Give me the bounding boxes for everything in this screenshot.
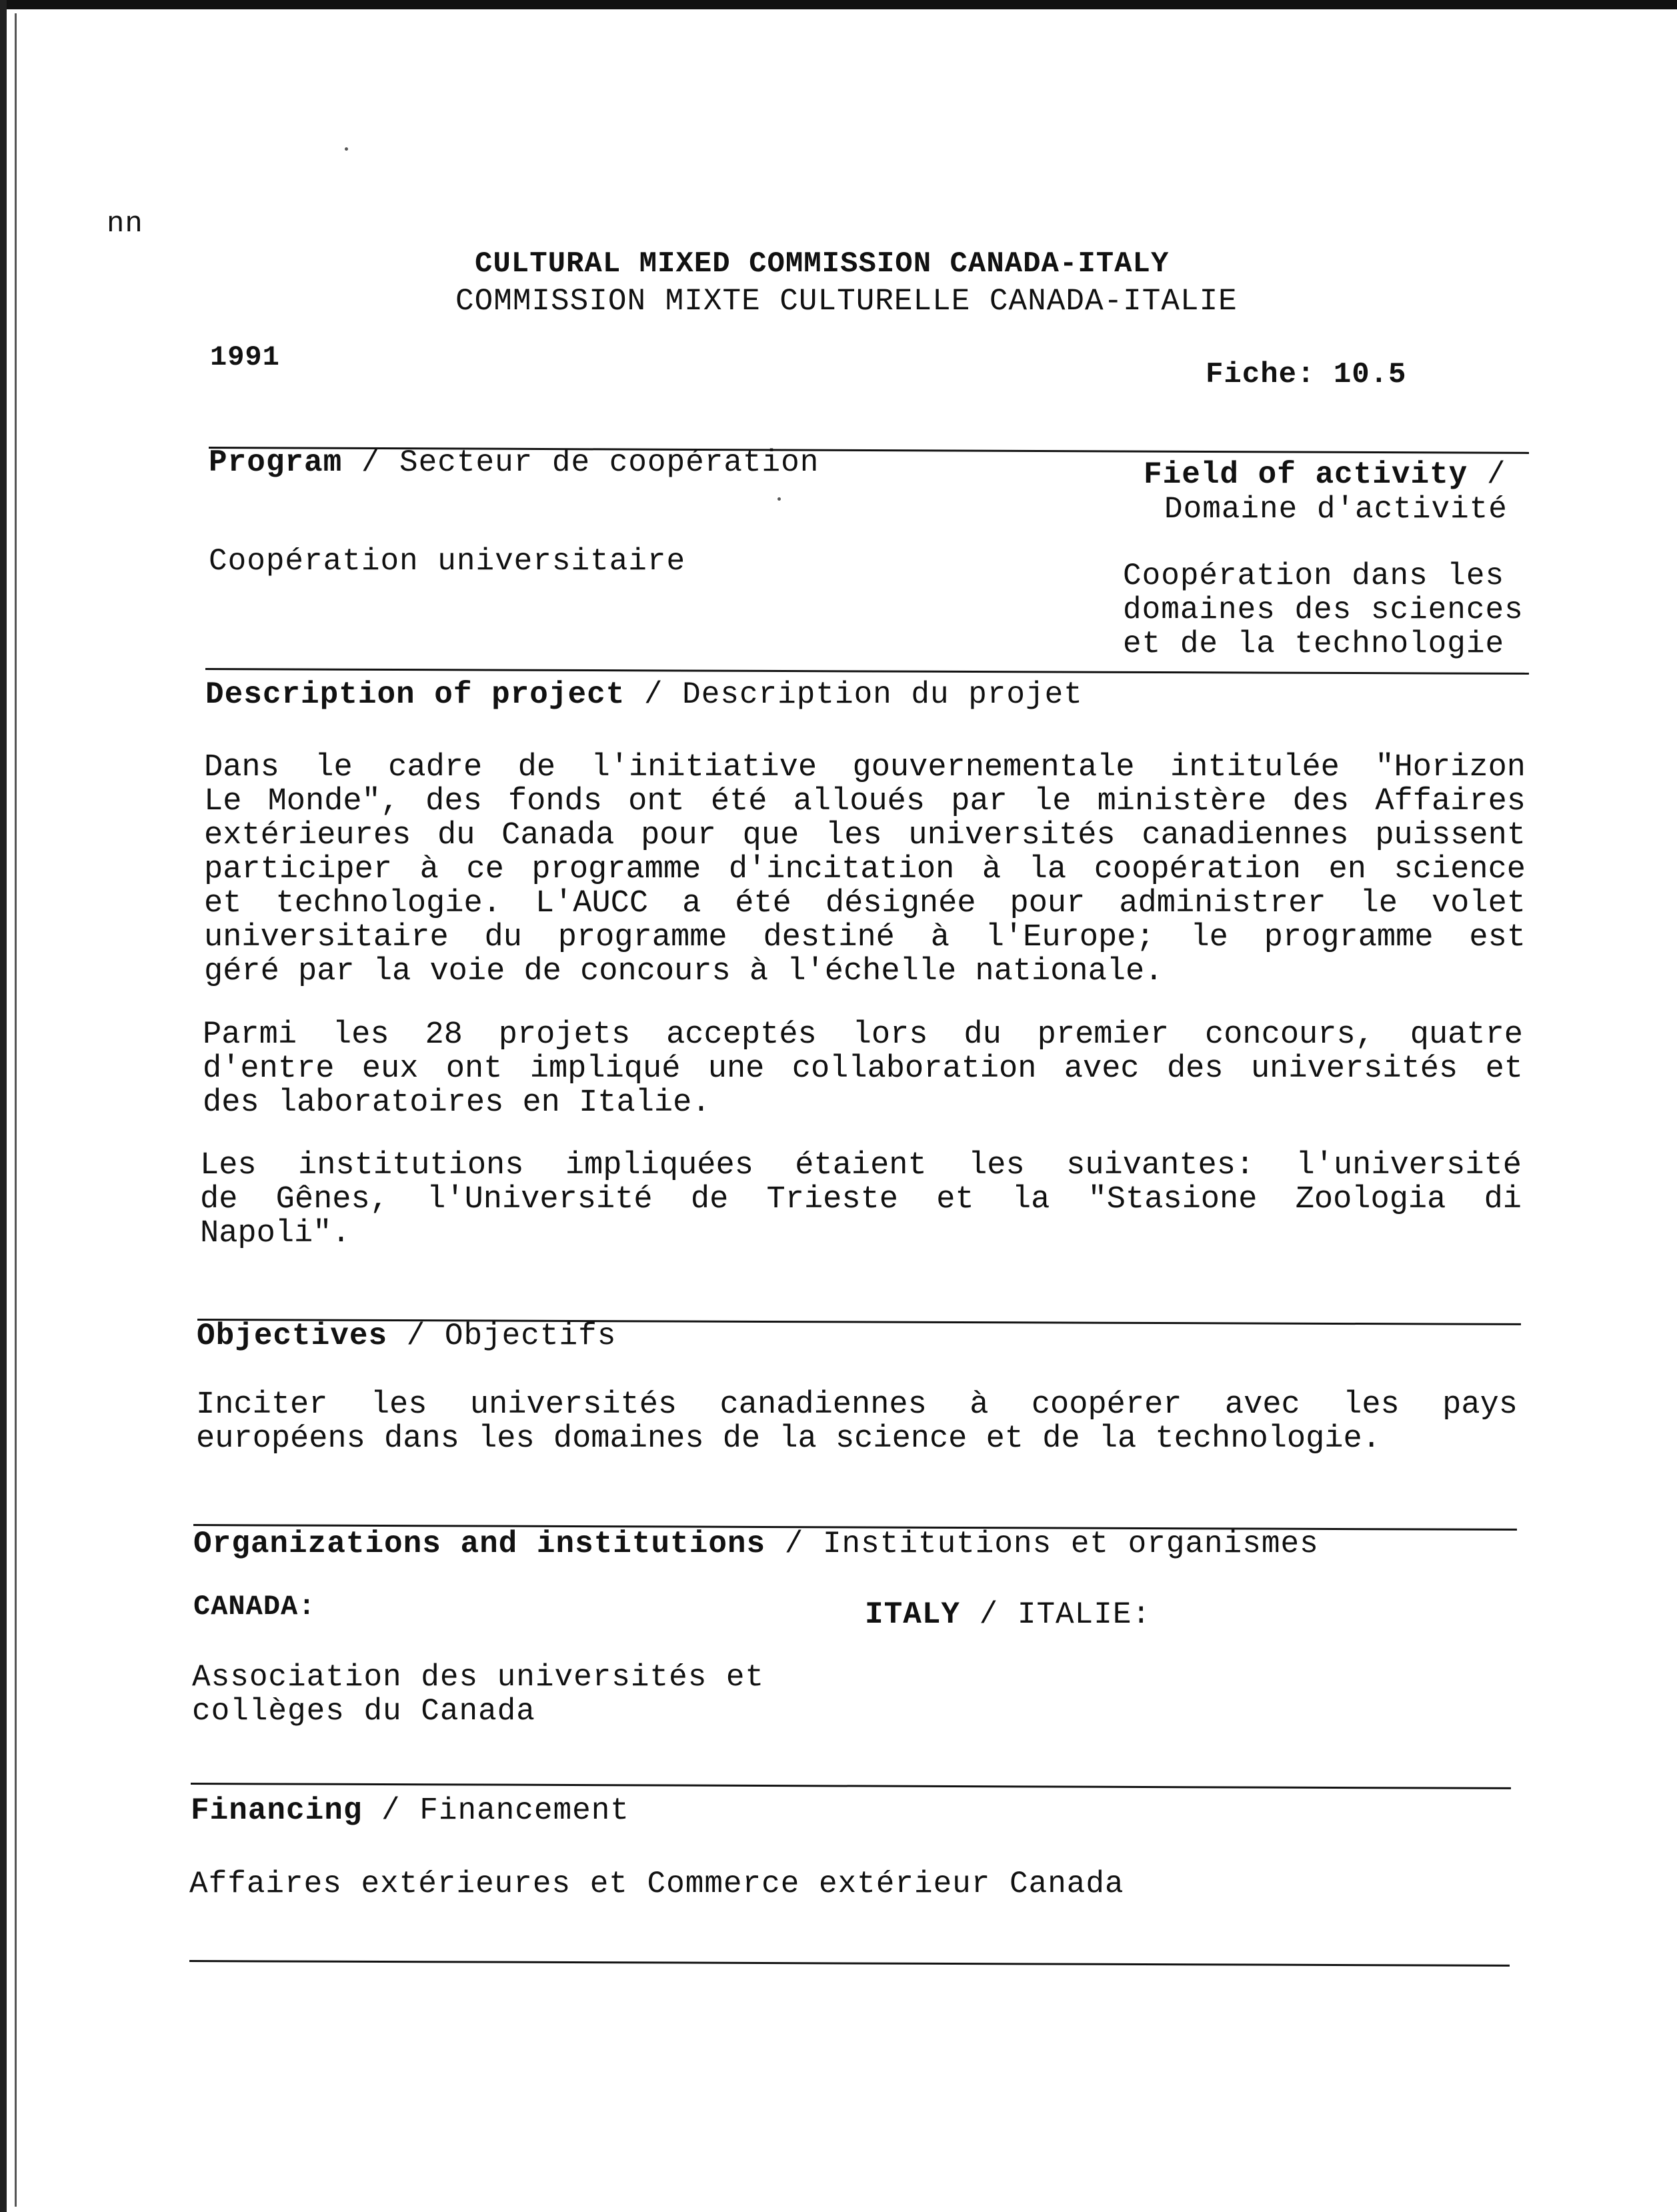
italy-label-en: ITALY	[865, 1597, 961, 1632]
field-value-line: et de la technologie	[1123, 627, 1505, 661]
paragraph-line: d'entre eux ont impliqué une collaboration avec des universités et	[203, 1051, 1523, 1087]
scan-speck	[777, 497, 781, 501]
description-heading	[205, 677, 1083, 712]
title-french: COMMISSION MIXTE CULTURELLE CANADA-ITALIE	[455, 284, 1238, 319]
paragraph-line: Le Monde", des fonds ont été alloués par le ministère des Affaires	[204, 784, 1526, 819]
field-value-line: domaines des sciences	[1123, 593, 1524, 627]
field-heading	[1144, 457, 1506, 492]
paragraph-line: participer à ce programme d'incitation à la coopération en science	[204, 852, 1526, 887]
financing-heading	[191, 1793, 629, 1828]
corner-mark: nn	[107, 207, 143, 241]
description-paragraph-1	[204, 751, 1526, 989]
description-label-en: Description of project	[205, 677, 625, 712]
paragraph-line: géré par la voie de concours à l'échelle nationale.	[204, 954, 1164, 989]
paragraph-line: extérieures du Canada pour que les universités canadiennes puissent	[204, 818, 1526, 853]
canada-label: CANADA:	[193, 1591, 316, 1623]
description-paragraph-2	[203, 1018, 1523, 1120]
field-label-en: Field of activity	[1144, 457, 1468, 492]
italy-label-fr: / ITALIE:	[960, 1597, 1152, 1632]
program-label-fr: / Secteur de coopération	[342, 445, 819, 480]
paragraph-line: des laboratoires en Italie.	[203, 1085, 711, 1121]
paragraph-line: européens dans les domaines de la science et de la technologie.	[196, 1421, 1381, 1457]
year-label: 1991	[210, 341, 280, 373]
paragraph-line: de Gênes, l'Université de Trieste et la "Stasione Zoologia di	[200, 1182, 1522, 1217]
organizations-heading	[193, 1527, 1319, 1561]
scan-speck	[345, 147, 348, 151]
title-english: CULTURAL MIXED COMMISSION CANADA-ITALY	[475, 247, 1170, 281]
organizations-label-fr: / Institutions et organismes	[765, 1527, 1319, 1561]
section-rule	[191, 1783, 1511, 1789]
paragraph-line: Les institutions impliquées étaient les suivantes: l'université	[200, 1148, 1522, 1183]
program-value: Coopération universitaire	[209, 544, 686, 579]
paragraph-line: Parmi les 28 projets acceptés lors du premier concours, quatre	[203, 1017, 1523, 1053]
program-label-en: Program	[209, 445, 343, 480]
objectives-paragraph	[196, 1388, 1518, 1456]
paragraph-line: Inciter les universités canadiennes à coopérer avec les pays	[196, 1387, 1518, 1423]
organizations-label-en: Organizations and institutions	[193, 1527, 766, 1561]
program-heading	[209, 445, 819, 480]
objectives-label-fr: / Objectifs	[387, 1319, 617, 1353]
field-value-line: Coopération dans les	[1123, 559, 1505, 593]
scan-border-top	[0, 0, 1677, 9]
financing-value: Affaires extérieures et Commerce extérieur Canada	[189, 1867, 1124, 1901]
financing-label-en: Financing	[191, 1793, 363, 1828]
objectives-heading	[197, 1319, 616, 1353]
paragraph-line: Dans le cadre de l'initiative gouvernementale intitulée "Horizon	[204, 750, 1526, 785]
scan-border-left	[0, 0, 7, 2212]
fiche-number: Fiche: 10.5	[1206, 358, 1407, 391]
field-label-sep: /	[1468, 457, 1506, 492]
canada-institution-line: Association des universités et	[192, 1660, 765, 1695]
paragraph-line: et technologie. L'AUCC a été désignée pour administrer le volet	[204, 886, 1526, 921]
italy-heading	[865, 1597, 1151, 1632]
canada-institution-line: collèges du Canada	[192, 1694, 535, 1729]
paragraph-line: Napoli".	[200, 1216, 351, 1251]
section-rule	[205, 668, 1529, 675]
field-label-fr: Domaine d'activité	[1164, 492, 1508, 527]
objectives-label-en: Objectives	[197, 1319, 388, 1353]
scan-border-left-inner	[15, 13, 17, 2207]
description-label-fr: / Description du projet	[625, 677, 1083, 712]
section-rule	[189, 1960, 1510, 1967]
paragraph-line: universitaire du programme destiné à l'Europe; le programme est	[204, 920, 1526, 955]
financing-label-fr: / Financement	[362, 1793, 629, 1828]
description-paragraph-3	[200, 1149, 1522, 1251]
